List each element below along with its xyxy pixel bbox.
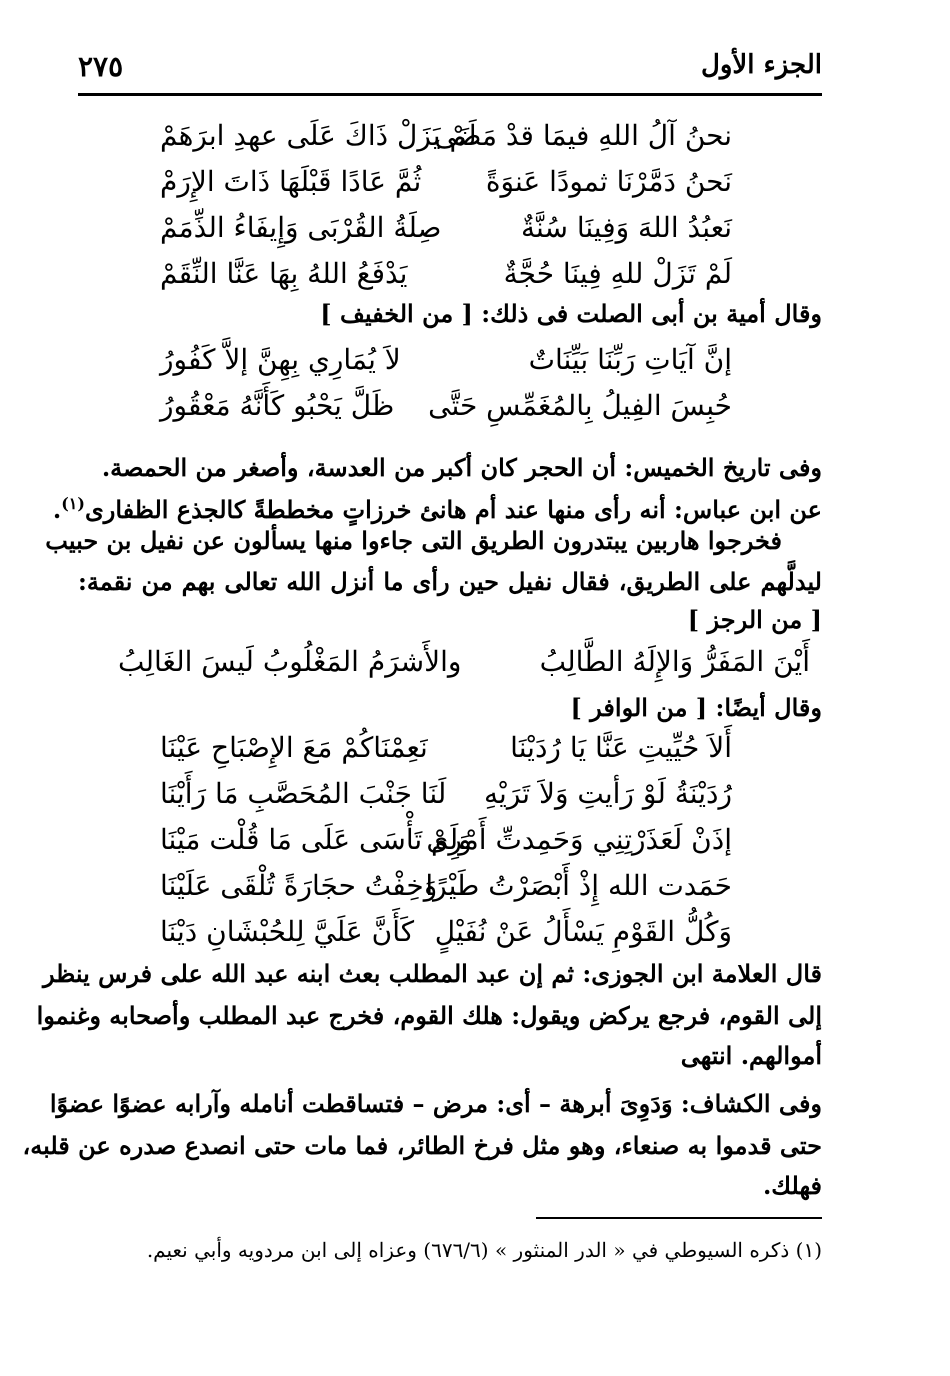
verse-second-hemistich: وَخِفْتُ حجَارَةً تُلْقَى عَلَيْنَا (160, 869, 438, 902)
prose-line (52, 484, 822, 524)
running-header (78, 44, 822, 90)
footnote: (١) ذكره السيوطي في « الدر المنثور » (٦٧٦/٦) وعزاه إلى ابن مردويه وأبي نعيم. (146, 1238, 822, 1262)
poem-verse (160, 206, 732, 250)
verse-first-hemistich: نَحنُ دَمَّرْنَا ثمودًا عَنوَةً (485, 165, 732, 198)
verse-second-hemistich: يَدْفَعُ اللهُ بِهَا عَنَّا النِّقَمْ (160, 257, 408, 290)
footnote-reference: (١) (61, 494, 85, 513)
prose-line: ليدلَّهم على الطريق، فقال نفيل حين رأى ما أنزل الله تعالى بهم من نقمة: (78, 567, 822, 596)
verse-second-hemistich: صِلَةُ القُرْبَى وَإِيفَاءُ الذِّمَمْ (160, 211, 442, 244)
verse-first-hemistich: رُدَيْنَةُ لَوْ رَأيتِ وَلاَ تَرَيْهِ (484, 777, 732, 810)
verse-first-hemistich: حَمَدت الله إِذْ أَبْصَرْتُ طَيْرًا (425, 869, 732, 902)
poem-verse (160, 910, 732, 954)
prose-line-text: عن ابن عباس: أنه رأى منها عند أم هانئ خرزاتٍ مخططةً كالجذع الظفارى (84, 495, 822, 524)
poem-verse (160, 114, 732, 158)
verse-first-hemistich: إنَّ آيَاتِ رَبِّنَا بَيِّنَاتٌ (528, 343, 732, 376)
prose-line: حتى قدموا به صنعاء، وهو مثل فرخ الطائر، فما مات حتى انصدع صدره عن قلبه، (22, 1131, 822, 1160)
poem-verse (160, 384, 732, 428)
prose-line: فخرجوا هاربين يبتدرون الطريق التى جاءوا منها يسألون عن نفيل بن حبيب (45, 526, 782, 555)
verse-first-hemistich: إذَنْ لَعَذَرْتِنِي وَحَمِدتِّ أَمْرِى (426, 823, 732, 856)
header-rule (78, 93, 822, 96)
prose-line: وفى الكشاف: وَدَوِىَ أبرهة – أى: مرض – فتساقطت أنامله وآرابه عضوًا عضوًا (49, 1089, 822, 1118)
page-number: ٢٧٥ (78, 50, 124, 83)
verse-first-hemistich: نَعبُدُ اللهَ وَفِينَا سُنَّةٌ (521, 211, 732, 244)
verse-first-hemistich: لَمْ تَزَلْ للهِ فِينَا حُجَّةٌ (503, 257, 732, 290)
verse-second-hemistich: لَمْ يَزَلْ ذَاكَ عَلَى عهدِ ابرَهَمْ (160, 119, 477, 152)
prose-line: [ من الرجز ] (687, 605, 822, 634)
prose-line: وقال أمية بن أبى الصلت فى ذلك: [ من الخفيف ] (320, 299, 822, 328)
verse-second-hemistich: لَنَا جَنْبَ المُحَصَّبِ مَا رَأَيْنَا (160, 777, 447, 810)
prose-line: فهلك. (762, 1171, 822, 1200)
verse-second-hemistich: وَلَمْ تَأْسَى عَلَى مَا قُلْت مَيْنَا (160, 823, 472, 856)
prose-line: قال العلامة ابن الجوزى: ثم إن عبد المطلب بعث ابنه عبد الله على فرس ينظر (42, 959, 822, 988)
prose-line: وقال أيضًا: [ من الوافر ] (570, 693, 822, 722)
poem-verse (160, 818, 732, 862)
poem-verse (118, 640, 810, 684)
poem-verse (160, 160, 732, 204)
poem-verse (160, 864, 732, 908)
verse-second-hemistich: كَأَنَّ عَلَيَّ لِلحُبْشَانِ دَيْنَا (160, 915, 415, 948)
verse-first-hemistich: وَكُلُّ القَوْمِ يَسْأَلُ عَنْ نُفَيْلٍ (434, 915, 732, 948)
verse-second-hemistich: ظَلَّ يَحْبُو كَأَنَّهُ مَعْقُورُ (160, 389, 395, 422)
poem-verse (160, 252, 732, 296)
poem-verse (160, 338, 732, 382)
verse-second-hemistich: نَعِمْنَاكُمْ مَعَ الإِصْبَاحِ عَيْنَا (160, 731, 428, 764)
prose-line-period: . (52, 495, 62, 524)
footnote-rule (536, 1217, 822, 1219)
verse-second-hemistich: لاَ يُمَارِي بِهِنَّ إلاَّ كَفُورُ (160, 343, 401, 376)
verse-first-hemistich: أَيْنَ المَفَرُّ وَالإِلَهُ الطَّالِبُ (539, 645, 810, 678)
verse-second-hemistich: ثُمَّ عَادًا قَبْلَهَا ذَاتَ الإِرَمْ (160, 165, 422, 198)
verse-first-hemistich: حُبِسَ الفِيلُ بِالمُغَمِّسِ حَتَّى (428, 389, 732, 422)
running-header-title: الجزء الأول (700, 50, 822, 80)
verse-first-hemistich: نحنُ آلُ اللهِ فيمَا قدْ مَضَى (434, 119, 732, 152)
prose-line: أموالهم. انتهى (680, 1041, 822, 1070)
poem-verse (160, 726, 732, 770)
prose-line: إلى القوم، فرجع يركض ويقول: هلك القوم، فخرج عبد المطلب وأصحابه وغنموا (36, 1001, 822, 1030)
verse-first-hemistich: أَلاَ حُيِّيتِ عَنَّا يَا رُدَيْنَا (510, 731, 732, 764)
poem-verse (160, 772, 732, 816)
prose-line: وفى تاريخ الخميس: أن الحجر كان أكبر من العدسة، وأصغر من الحمصة. (101, 453, 822, 482)
verse-second-hemistich: والأَشرَمُ المَغْلُوبُ لَيسَ الغَالِبُ (118, 645, 462, 678)
